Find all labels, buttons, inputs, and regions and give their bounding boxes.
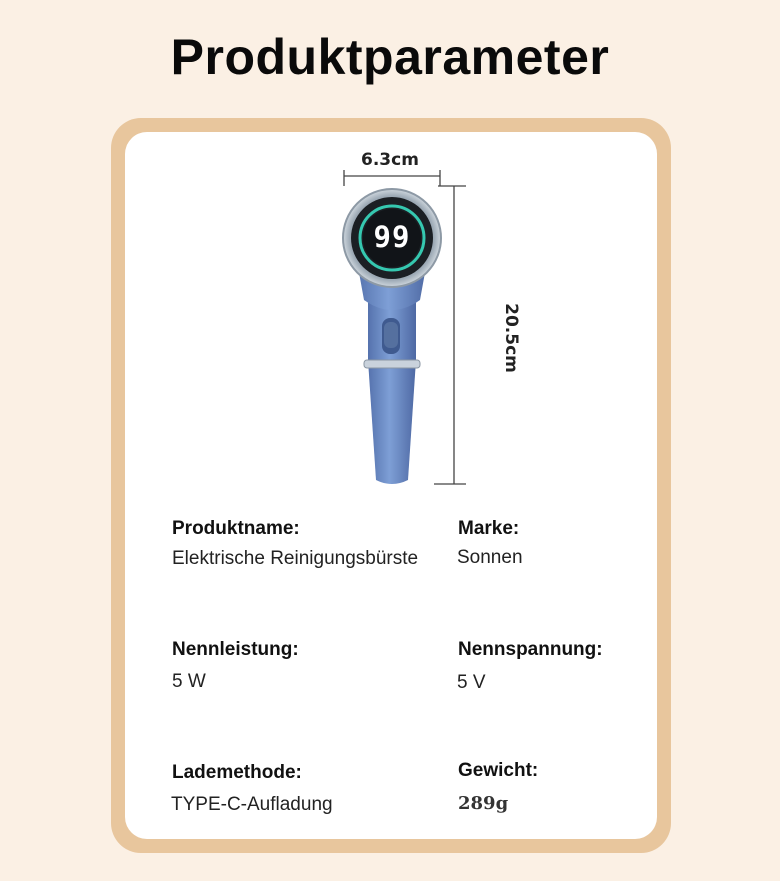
spec-label-brand: Marke:: [458, 518, 520, 539]
spec-value-charging-method: TYPE-C-Aufladung: [171, 794, 333, 815]
width-dimension-line: [344, 170, 440, 186]
display-readout: 99: [373, 220, 411, 254]
spec-value-rated-power: 5 W: [172, 671, 206, 692]
spec-label-weight: Gewicht:: [458, 760, 539, 781]
spec-value-weight: 289g: [458, 793, 509, 814]
product-image: [330, 170, 480, 490]
spec-value-brand: Sonnen: [457, 547, 523, 568]
spec-label-product-name: Produktname:: [172, 518, 300, 539]
spec-label-rated-power: Nennleistung:: [172, 639, 299, 660]
spec-value-rated-voltage: 5 V: [457, 672, 486, 693]
spec-label-charging-method: Lademethode:: [172, 762, 302, 783]
spec-label-rated-voltage: Nennspannung:: [458, 639, 603, 660]
metal-band: [364, 360, 420, 368]
page-title: Produktparameter: [170, 29, 610, 85]
spec-value-product-name: Elektrische Reinigungsbürste: [172, 548, 419, 569]
height-label: 20.5cm: [500, 303, 521, 373]
width-label: 6.3cm: [361, 150, 419, 170]
